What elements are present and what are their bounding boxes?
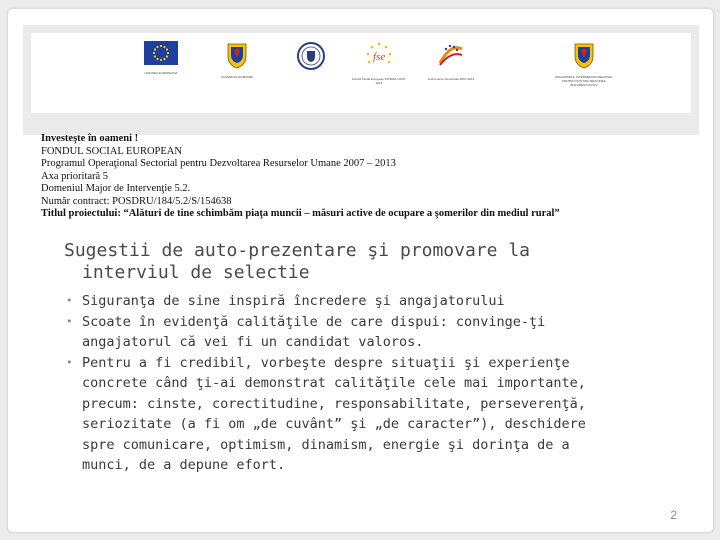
eu-flag-icon [139, 41, 183, 75]
svg-text:fse: fse [373, 51, 386, 63]
bullet-item [56, 353, 616, 476]
ministry-seal-icon [289, 41, 333, 77]
slide-title-line2: interviul de selectie [82, 262, 310, 283]
bullet-dot-icon: • [66, 355, 73, 369]
project-fund: FONDUL SOCIAL EUROPEAN [41, 145, 182, 157]
page-number: 2 [670, 508, 677, 522]
logo-caption: Fondul Social European POSDRU 2007-2013 [351, 77, 407, 85]
logo-strip [31, 33, 691, 113]
project-program: Programul Operaţional Sectorial pentru Dezvoltarea Resurselor Umane 2007 – 2013 [41, 158, 396, 169]
project-info [41, 133, 681, 221]
project-axis: Axa prioritară 5 [41, 170, 109, 182]
project-tagline: Investeşte în oameni ! [41, 133, 139, 144]
logo-caption: Instrumente Structurale 2007-2013 [427, 77, 475, 81]
bullet-dot-icon: • [66, 294, 73, 307]
fse-logo-icon [351, 41, 407, 85]
bullet-text: Scoate în evidenţă calităţile de care dispui: convinge-ţi angajatorul că vei fi un candidat valoros. [82, 313, 546, 350]
logo-caption: GUVERNUL ROMANIEI [220, 75, 254, 79]
logo-caption: UNIUNEA EUROPEANA [144, 71, 178, 75]
logo-caption: ORGANISMUL INTERMEDIAR REGIONAL PENTRU POS DRU REGIUNEA BUCURESTI-ILFOV [555, 75, 613, 87]
project-header [23, 25, 699, 219]
project-contract: Număr contract: POSDRU/184/5.2/S/154638 [41, 195, 232, 207]
slide-title-line1: Sugestii de auto-prezentare şi promovare la [64, 240, 530, 261]
bullet-list [56, 291, 616, 476]
slide [7, 8, 714, 533]
bullet-text: Pentru a fi credibil, vorbeşte despre situaţii şi experienţe concrete când ţi-ai demonstrat calităţile cele mai importante, precum: cinste, corectitudine, responsabilitate, perseverenţă, seriozitate (a fi om „de cuvânt” şi „de caracter”), deschidere spre comunicare, optimism, dinamism, energie şi dorinţa de a munci, de a depune efort. [82, 354, 586, 473]
slide-title [64, 240, 624, 284]
instrumente-structurale-icon [423, 41, 479, 81]
bullet-dot-icon: • [66, 314, 73, 328]
bullet-text: Siguranţa de sine inspiră încredere şi angajatorului [82, 293, 505, 309]
oir-logo-icon [553, 41, 615, 87]
romania-coat-of-arms-icon [215, 41, 259, 79]
project-domain: Domeniul Major de Intervenţie 5.2. [41, 183, 191, 194]
project-title: Titlul proiectului: “Alături de tine schimbăm piaţa muncii – măsuri active de ocupare a şomerilor din mediul rural” [41, 208, 560, 219]
bullet-item [56, 312, 616, 353]
bullet-item [56, 291, 616, 312]
